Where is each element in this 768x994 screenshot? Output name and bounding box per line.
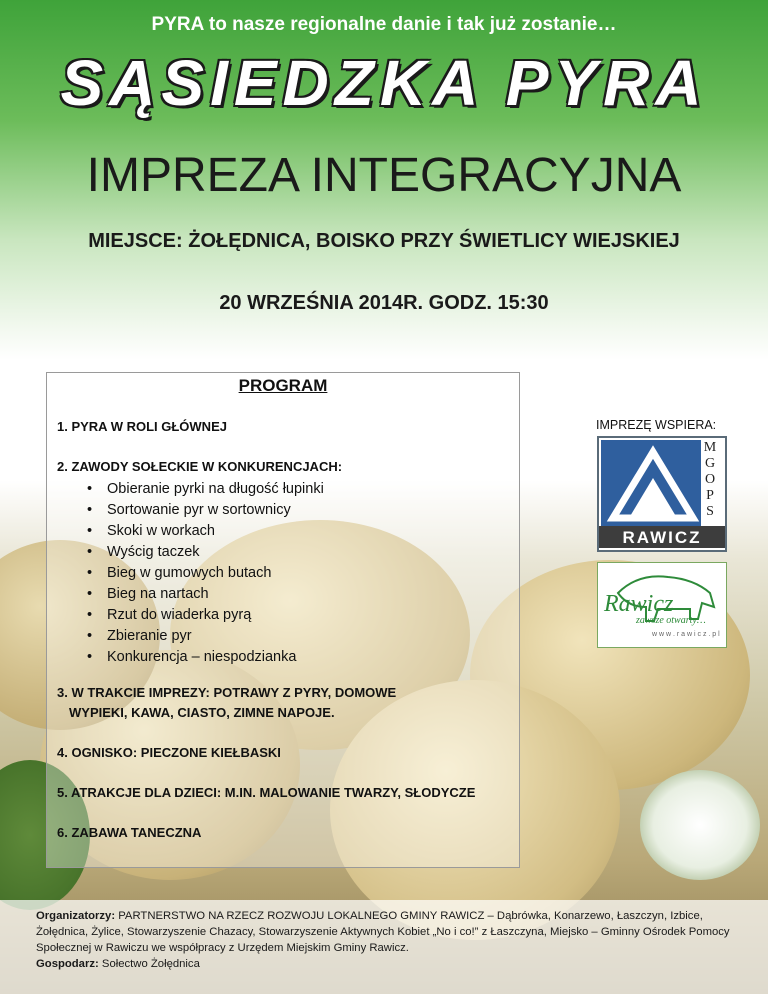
organizers-label: Organizatorzy:: [36, 910, 116, 922]
bullet-icon: •: [87, 523, 93, 539]
bullet-icon: •: [87, 628, 93, 644]
bullet-icon: •: [87, 502, 93, 518]
program-item-3: 3. W TRAKCIE IMPREZY: POTRAWY Z PYRY, DOMOWE: [57, 685, 397, 700]
host-text: Sołectwo Żołędnica: [98, 958, 200, 970]
list-item: • Bieg na nartach: [87, 584, 324, 605]
rawicz-logo-script: Rawicz: [604, 591, 674, 617]
list-item: • Zbieranie pyr: [87, 626, 324, 647]
brand-title: SĄSIEDZKA PYRA: [60, 47, 708, 119]
program-box: [46, 372, 520, 868]
bullet-icon: •: [87, 607, 93, 623]
list-item: • Obieranie pyrki na długość łupinki: [87, 479, 324, 500]
rawicz-logo: [597, 562, 727, 648]
bullet-icon: •: [87, 544, 93, 560]
mgops-logo: M G O P S RAWICZ: [597, 436, 727, 552]
program-title: PROGRAM: [238, 376, 328, 395]
bullet-icon: •: [87, 481, 93, 497]
organizers-text: PARTNERSTWO NA RZECZ ROZWOJU LOKALNEGO GMINY RAWICZ – Dąbrówka, Konarzewo, Łaszczyn, Izbice, Żołędnica, Żylice, Stowarzyszenie Chazacy, Stowarzyszenie Aktywnych Kobiet „No i co!” z Łaszczyna, Miejsko – Gminny Ośrodek Pomocy Społecznej w Rawiczu we współpracy z Urzędem Miejskim Gminy Rawicz.: [36, 910, 730, 954]
flowers-illustration: [640, 770, 760, 880]
program-item-6: 6. ZABAWA TANECZNA: [57, 825, 202, 840]
rawicz-logo-tagline: zawsze otwarty…: [636, 615, 706, 626]
tagline: PYRA to nasze regionalne danie i tak już zostanie…: [151, 14, 617, 35]
competition-list: [87, 479, 324, 668]
host-label: Gospodarz:: [36, 958, 99, 970]
rawicz-logo-url: w w w . r a w i c z . p l: [652, 631, 720, 638]
program-item-4: 4. OGNISKO: PIECZONE KIEŁBASKI: [57, 745, 281, 760]
list-item: • Konkurencja – niespodzianka: [87, 647, 324, 668]
bullet-icon: •: [87, 586, 93, 602]
program-item-3-cont: WYPIEKI, KAWA, CIASTO, ZIMNE NAPOJE.: [69, 705, 335, 720]
list-item: • Rzut do wiaderka pyrą: [87, 605, 324, 626]
program-item-1: 1. PYRA W ROLI GŁÓWNEJ: [57, 419, 227, 434]
list-item: • Bieg w gumowych butach: [87, 563, 324, 584]
list-item: • Skoki w workach: [87, 521, 324, 542]
event-title: IMPREZA INTEGRACYJNA: [86, 149, 682, 202]
footer: [0, 900, 768, 994]
list-item: • Wyścig taczek: [87, 542, 324, 563]
event-place: MIEJSCE: ŻOŁĘDNICA, BOISKO PRZY ŚWIETLICY WIEJSKIEJ: [88, 230, 680, 252]
bullet-icon: •: [87, 649, 93, 665]
list-item: • Sortowanie pyr w sortownicy: [87, 500, 324, 521]
mgops-logo-name: RAWICZ: [622, 528, 702, 547]
program-item-5: 5. ATRAKCJE DLA DZIECI: M.IN. MALOWANIE TWARZY, SŁODYCZE: [57, 785, 476, 800]
program-item-2: 2. ZAWODY SOŁECKIE W KONKURENCJACH:: [57, 459, 343, 474]
bullet-icon: •: [87, 565, 93, 581]
event-date: 20 WRZEŚNIA 2014R. GODZ. 15:30: [219, 292, 549, 314]
support-label: IMPREZĘ WSPIERA:: [596, 418, 717, 432]
